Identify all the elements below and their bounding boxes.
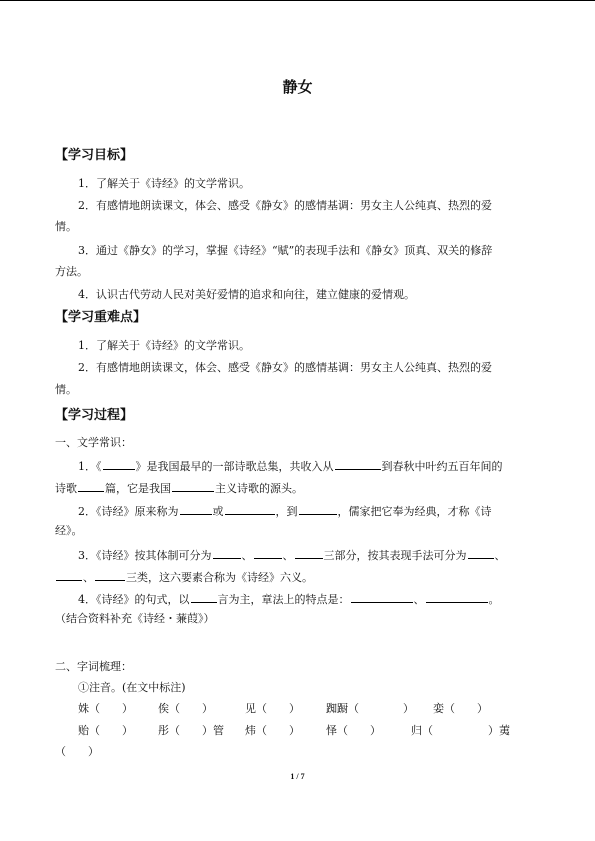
pinyin-item: 见（ ）: [245, 702, 300, 715]
fill-blank[interactable]: [426, 591, 488, 603]
section-1-label: 一、文学常识：: [55, 436, 132, 449]
sub-1-label: ①注音。(在文中标注): [78, 681, 186, 694]
goal-1: 1．了解关于《诗经》的文学常识。: [78, 177, 250, 190]
fill-blank[interactable]: [335, 458, 381, 470]
section-2-label: 二、字词梳理：: [55, 660, 132, 673]
fill-blank[interactable]: [172, 480, 214, 492]
fill-blank[interactable]: [225, 503, 275, 515]
fill-blank[interactable]: [299, 503, 337, 515]
question-2-line-1: 2．《诗经》原来称为 或 ，到 ，儒家把它奉为经典，才称《诗: [78, 505, 492, 518]
keypoint-1: 1．了解关于《诗经》的文学常识。: [78, 339, 250, 352]
keypoints-heading: 【学习重难点】: [55, 310, 147, 325]
goal-4: 4．认识古代劳动人民对美好爱情的追求和向往，建立健康的爱情观。: [78, 288, 415, 301]
fill-blank[interactable]: [103, 458, 135, 470]
keypoint-2-cont: 情。: [55, 383, 77, 396]
goal-2: 2．有感情地朗读课文，体会、感受《静女》的感情基调：男女主人公纯真、热烈的爱: [78, 199, 492, 212]
goals-heading: 【学习目标】: [55, 148, 134, 163]
fill-blank[interactable]: [78, 480, 104, 492]
pinyin-item: 归（ ）荑: [411, 724, 510, 737]
fill-blank[interactable]: [351, 591, 413, 603]
fill-blank[interactable]: [468, 547, 494, 559]
fill-blank[interactable]: [95, 569, 125, 581]
question-4-line-1: 4．《诗经》的句式，以 言为主，章法上的特点是： 、 。: [78, 593, 500, 606]
question-1-line-1: 1．《 》是我国最早的一部诗歌总集，共收入从 到春秋中叶约五百年间的: [78, 460, 503, 473]
goal-3-cont: 方法。: [55, 265, 88, 278]
question-3-line-1: 3．《诗经》按其体制可分为 、 、 三部分，按其表现手法可分为 、: [78, 549, 506, 562]
question-4-line-2: （结合资料补充《诗经・蒹葭》）: [55, 612, 215, 625]
page-number: 1 / 7: [290, 772, 305, 781]
pinyin-item: 娈（ ）: [433, 702, 488, 715]
top-rule: [0, 0, 595, 1]
pinyin-row-3: （ ）: [55, 745, 99, 758]
fill-blank[interactable]: [56, 569, 82, 581]
question-3-line-2: 、 三类，这六要素合称为《诗经》六义。: [55, 569, 313, 585]
fill-blank[interactable]: [213, 547, 241, 559]
pinyin-item: 贻（ ）: [78, 724, 133, 737]
fill-blank[interactable]: [180, 503, 212, 515]
pinyin-item: 踟蹰（ ）: [326, 702, 414, 715]
pinyin-item: 俟（ ）: [158, 702, 213, 715]
goal-3: 3．通过《静女》的学习，掌握《诗经》“赋”的表现手法和《静女》顶真、双关的修辞: [78, 244, 493, 257]
pinyin-item: 姝（ ）: [78, 702, 133, 715]
goal-2-cont: 情。: [55, 220, 77, 233]
keypoint-2: 2．有感情地朗读课文，体会、感受《静女》的感情基调：男女主人公纯真、热烈的爱: [78, 361, 492, 374]
page-title: 静女: [282, 78, 313, 96]
fill-blank[interactable]: [295, 547, 323, 559]
fill-blank[interactable]: [191, 591, 217, 603]
pinyin-item: 怿（ ）: [326, 724, 381, 737]
pinyin-item: 炜（ ）: [245, 724, 300, 737]
pinyin-item: 彤（ ）管: [158, 724, 224, 737]
fill-blank[interactable]: [254, 547, 282, 559]
question-2-line-2: 经》。: [55, 524, 83, 537]
question-1-line-2: 诗歌 篇，它是我国 主义诗歌的源头。: [55, 482, 303, 495]
process-heading: 【学习过程】: [55, 408, 134, 423]
